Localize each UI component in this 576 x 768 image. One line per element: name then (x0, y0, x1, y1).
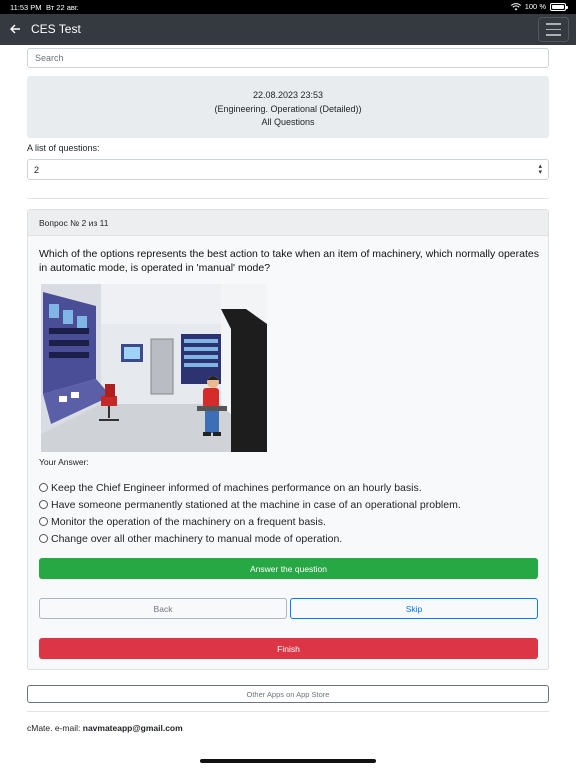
menu-toggle-button[interactable] (538, 17, 569, 42)
navbar (0, 14, 576, 45)
divider (27, 711, 549, 712)
footer-email[interactable]: navmateapp@gmail.com (82, 723, 183, 733)
radio-button[interactable] (39, 483, 48, 492)
test-scope: All Questions (261, 117, 315, 127)
back-button[interactable] (6, 20, 24, 38)
answer-option[interactable] (39, 496, 539, 513)
question-illustration (41, 284, 267, 452)
skip-button[interactable]: Skip (290, 598, 538, 619)
radio-button[interactable] (39, 517, 48, 526)
answer-option-text: Change over all other machinery to manual mode of operation. (51, 532, 343, 545)
status-time: 11:53 PM (10, 3, 42, 12)
hamburger-icon-line (546, 23, 561, 25)
home-indicator[interactable] (200, 759, 376, 763)
question-list-label: A list of questions: (27, 143, 100, 153)
question-select[interactable] (27, 159, 549, 180)
answer-option[interactable] (39, 513, 539, 530)
answer-option-text: Monitor the operation of the machinery on a frequent basis. (51, 515, 326, 528)
test-info-box (27, 76, 549, 138)
answer-options (39, 479, 539, 547)
page-title: CES Test (31, 22, 81, 36)
updown-chevron-icon: ▴ ▾ (538, 163, 542, 176)
question-select-value: 2 (34, 165, 40, 175)
answer-option[interactable] (39, 530, 539, 547)
battery-icon (550, 3, 566, 11)
answer-button[interactable]: Answer the question (39, 558, 538, 579)
status-bar (0, 0, 576, 14)
footer (27, 723, 183, 733)
radio-button[interactable] (39, 500, 48, 509)
status-date: Вт 22 авг. (46, 3, 79, 12)
other-apps-button[interactable]: Other Apps on App Store (27, 685, 549, 703)
test-datetime: 22.08.2023 23:53 (252, 90, 324, 100)
test-category: (Engineering. Operational (Detailed)) (214, 103, 362, 114)
status-right (511, 2, 566, 11)
divider (27, 198, 549, 199)
question-card (27, 209, 549, 670)
back-question-button[interactable]: Back (39, 598, 287, 619)
battery-percent: 100 % (524, 2, 546, 11)
footer-prefix: cMate. e-mail: (27, 723, 81, 733)
answer-option[interactable] (39, 479, 539, 496)
question-text: Which of the options represents the best action to take when an item of machinery, which normally operates in automatic mode, is operated in 'manual' mode? (39, 248, 539, 274)
question-counter: Вопрос № 2 из 11 (28, 210, 548, 236)
hamburger-icon-line (546, 29, 561, 31)
arrow-left-icon (10, 24, 21, 34)
search-input[interactable] (27, 48, 549, 68)
your-answer-label: Your Answer: (39, 457, 89, 467)
radio-button[interactable] (39, 534, 48, 543)
answer-option-text: Keep the Chief Engineer informed of machines performance on an hourly basis. (51, 481, 422, 494)
answer-option-text: Have someone permanently stationed at the machine in case of an operational problem. (51, 498, 461, 511)
finish-button[interactable]: Finish (39, 638, 538, 659)
wifi-icon (511, 3, 521, 11)
hamburger-icon-line (546, 34, 561, 36)
